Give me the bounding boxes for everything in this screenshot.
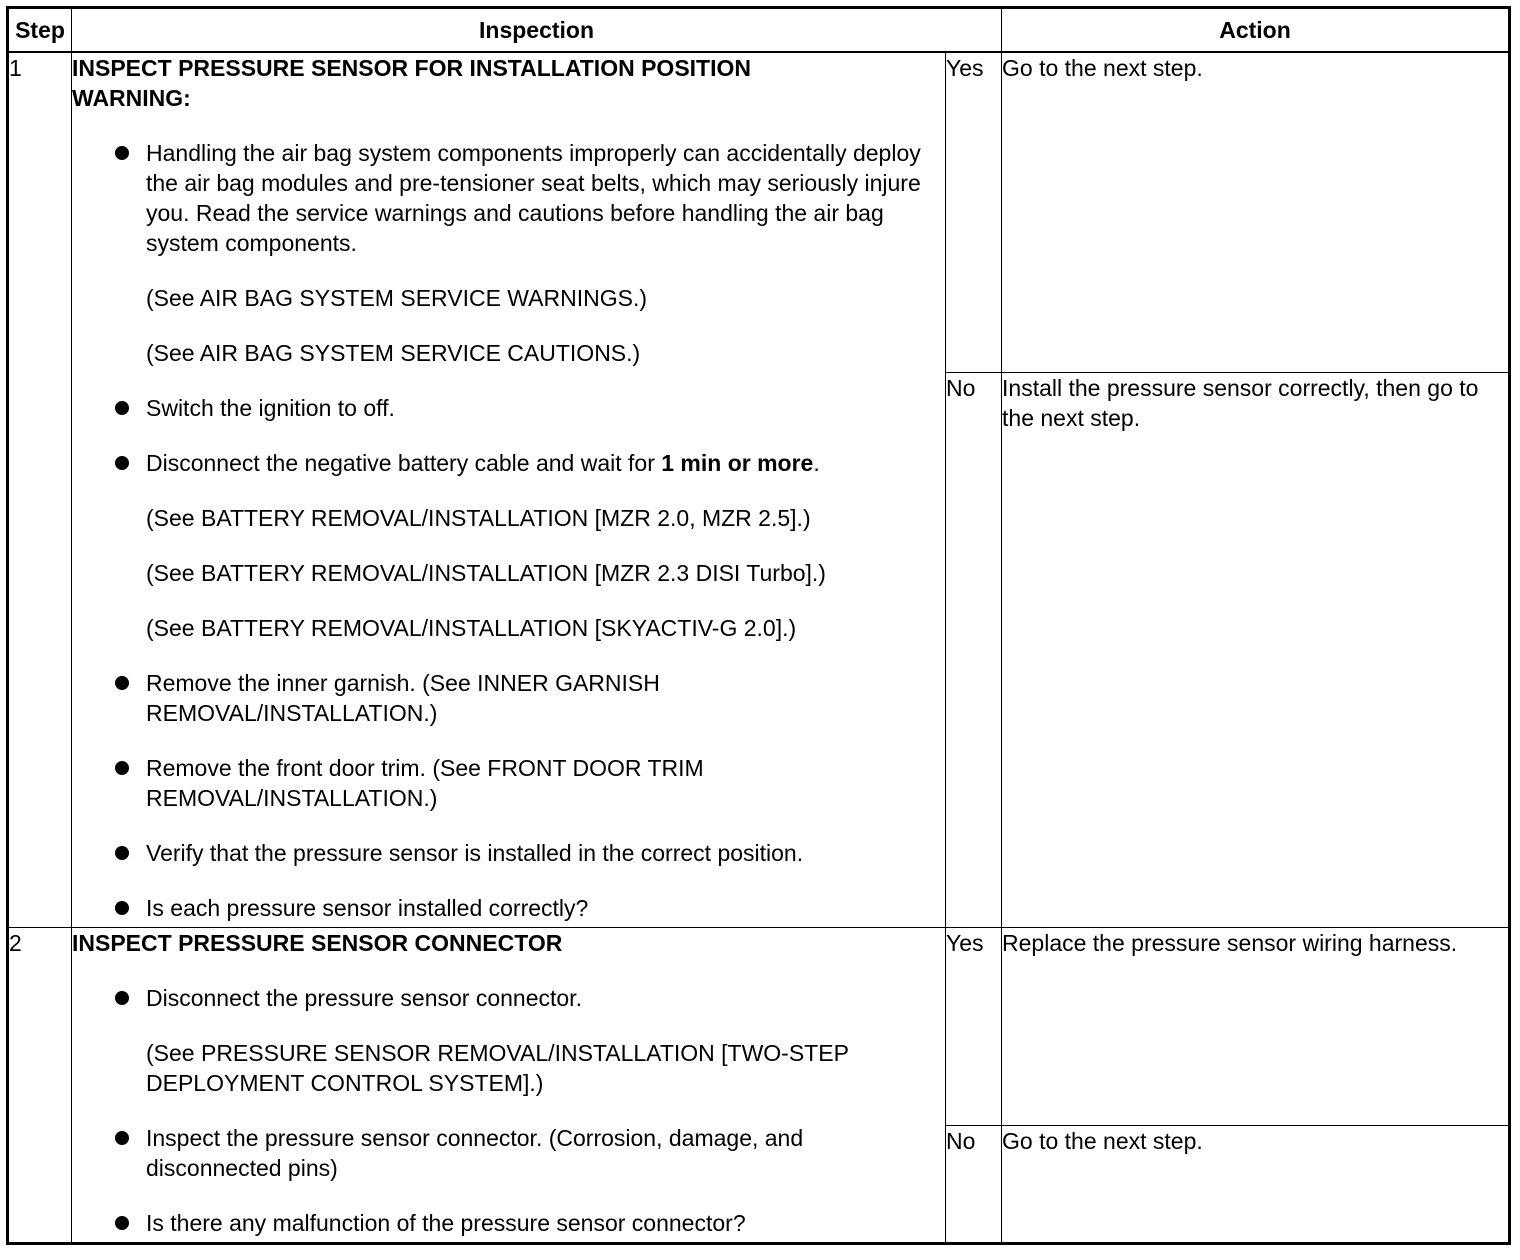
list-item-text: Disconnect the negative battery cable and wait for — [146, 450, 662, 476]
list-item-text: Is there any malfunction of the pressure sensor connector? — [146, 1210, 746, 1236]
inspection-list — [72, 983, 945, 1238]
header-inspection: Inspection — [72, 8, 1002, 53]
yes-action: Go to the next step. — [1002, 52, 1510, 373]
list-item — [72, 448, 945, 643]
list-item-text: Handling the air bag system components improperly can accidentally deploy the air bag modules and pre-tensioner seat belts, which may seriously injure you. Read the service warnings and cautions before handling the air bag system components. — [146, 140, 921, 256]
reference-text: (See AIR BAG SYSTEM SERVICE CAUTIONS.) — [146, 340, 641, 366]
bullet-icon — [115, 846, 129, 860]
reference-text: (See PRESSURE SENSOR REMOVAL/INSTALLATION [TWO-STEP DEPLOYMENT CONTROL SYSTEM].) — [146, 1040, 849, 1096]
yes-label: Yes — [946, 928, 1002, 1126]
bullet-icon — [115, 1216, 129, 1230]
inspection-procedure-table — [6, 6, 1511, 1245]
header-step: Step — [8, 8, 72, 53]
bullet-icon — [115, 761, 129, 775]
yes-label: Yes — [946, 52, 1002, 373]
list-item-text: Remove the inner garnish. (See INNER GARNISH REMOVAL/INSTALLATION.) — [146, 670, 660, 726]
list-item-text: Is each pressure sensor installed correctly? — [146, 895, 589, 921]
no-action: Install the pressure sensor correctly, then go to the next step. — [1002, 373, 1510, 928]
reference-text: (See BATTERY REMOVAL/INSTALLATION [MZR 2.0, MZR 2.5].) — [146, 505, 811, 531]
bullet-icon — [115, 456, 129, 470]
list-item — [72, 138, 945, 368]
bullet-icon — [115, 146, 129, 160]
list-item — [72, 668, 945, 728]
yes-action: Replace the pressure sensor wiring harness. — [1002, 928, 1510, 1126]
reference-text: (See BATTERY REMOVAL/INSTALLATION [MZR 2.3 DISI Turbo].) — [146, 560, 826, 586]
list-item-text: Verify that the pressure sensor is installed in the correct position. — [146, 840, 804, 866]
warning-label: WARNING: — [72, 85, 191, 111]
reference-text: (See AIR BAG SYSTEM SERVICE WARNINGS.) — [146, 285, 648, 311]
header-action: Action — [1002, 8, 1510, 53]
bullet-icon — [115, 901, 129, 915]
inspection-list — [72, 138, 945, 923]
inspection-cell — [72, 52, 946, 928]
list-item-text: Disconnect the pressure sensor connector. — [146, 985, 582, 1011]
no-label: No — [946, 373, 1002, 928]
list-item-text-end: . — [813, 450, 820, 476]
list-item — [72, 893, 945, 923]
step-title: INSPECT PRESSURE SENSOR CONNECTOR — [72, 930, 563, 956]
emphasis-text: 1 min or more — [661, 450, 814, 476]
bullet-icon — [115, 401, 129, 415]
list-item — [72, 753, 945, 813]
list-item — [72, 1208, 945, 1238]
step-title: INSPECT PRESSURE SENSOR FOR INSTALLATION POSITION — [72, 55, 751, 81]
list-item-text: Inspect the pressure sensor connector. (Corrosion, damage, and disconnected pins) — [146, 1125, 804, 1181]
step-number: 1 — [8, 52, 72, 928]
bullet-icon — [115, 991, 129, 1005]
no-label: No — [946, 1126, 1002, 1244]
bullet-icon — [115, 676, 129, 690]
bullet-icon — [115, 1131, 129, 1145]
step-number: 2 — [8, 928, 72, 1244]
list-item — [72, 1123, 945, 1183]
list-item-text: Switch the ignition to off. — [146, 395, 395, 421]
list-item — [72, 393, 945, 423]
inspection-cell — [72, 928, 946, 1244]
no-action: Go to the next step. — [1002, 1126, 1510, 1244]
list-item — [72, 983, 945, 1098]
list-item — [72, 838, 945, 868]
list-item-text: Remove the front door trim. (See FRONT DOOR TRIM REMOVAL/INSTALLATION.) — [146, 755, 704, 811]
table-row — [8, 52, 1510, 373]
reference-text: (See BATTERY REMOVAL/INSTALLATION [SKYACTIV-G 2.0].) — [146, 615, 797, 641]
table-header-row — [8, 8, 1510, 53]
table-row — [8, 928, 1510, 1126]
